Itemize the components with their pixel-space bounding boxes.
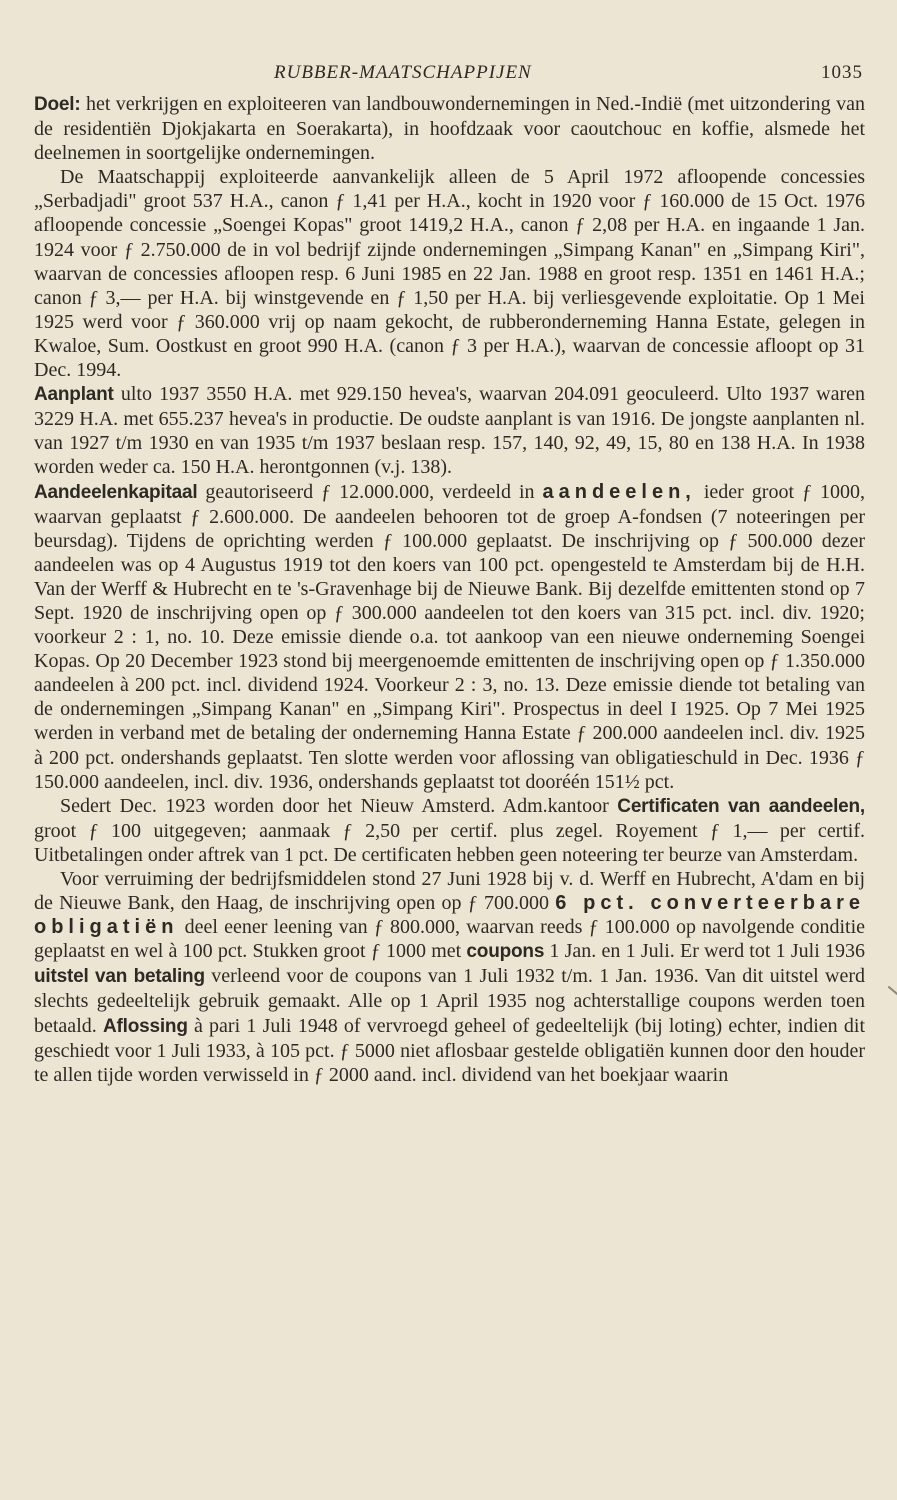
obligaties-text-c: 1 Jan. en 1 Juli. Er werd tot 1 Juli 1936 xyxy=(544,940,865,963)
aandeelen-spaced: aandeelen, xyxy=(542,480,696,503)
aandeelenkapitaal-text-a: geautoriseerd ƒ 12.000.000, verdeeld in xyxy=(197,480,543,503)
doel-label: Doel: xyxy=(34,94,81,115)
obligaties-text-b: deel eener leening van ƒ 800.000, waarvan reeds ƒ 100.000 op navolgende conditie geplaatst en wel à 100 pct. Stukken groot ƒ 1000 met xyxy=(34,916,865,963)
aanplant-label: Aanplant xyxy=(34,384,114,406)
aandeelenkapitaal-label: Aandeelenkapitaal xyxy=(34,481,198,503)
obligaties-text-d: verleend voor de coupons van 1 Juli 1932 t/m. 1 Jan. 1936. Van dit uitstel werd slechts gedeeltelijk gebruik gemaakt. Alle op 1 April 1935 nog achterstallige coupons werden toen betaald. xyxy=(34,965,865,1037)
doel-text: het verkrijgen en exploiteeren van landbouwondernemingen in Ned.-Indië (met uitzondering van de residentiën Djokjakarta en Soerakarta), in hoofdzaak voor caoutchouc en koffie, alsmede het deelnemen in soortgelijke ondernemingen. xyxy=(34,93,865,165)
coupons-label: coupons xyxy=(466,941,545,963)
exploitatie-text: De Maatschappij exploiteerde aanvankelijk alleen de 5 April 1972 afloopende concessies „Serbadjadi" groot 537 H.A., canon ƒ 1,41 per H.A., kocht in 1920 voor ƒ 160.000 de 15 Oct. 1976 afloopende concessie „Soengei Kopas" groot 1419,2 H.A., canon ƒ 2,08 per H.A. en ingaande 1 Jan. 1924 voor ƒ 2.750.000 de in vol bedrijf zijnde ondernemingen „Simpang Kanan" en „Simpang Kiri", waarvan de concessies afloopen resp. 6 Juni 1985 en 22 Jan. 1988 en groot resp. 1351 en 1461 H.A.; canon ƒ 3,— per H.A. bij winstgevende en ƒ 1,50 per H.A. bij verliesgevende exploitatie. Op 1 Mei 1925 werd voor ƒ 360.000 vrij op naam gekocht, de rubberonderneming Hanna Estate, gelegen in Kwaloe, Sum. Oostkust en groot 990 H.A. (canon ƒ 3 per H.A.), waarvan de concessie afloopt op 31 Dec. 1994. xyxy=(34,166,865,382)
paragraph-aanplant xyxy=(34,382,865,479)
paragraph-certificaten xyxy=(34,794,865,867)
uitstel-label: uitstel van betaling xyxy=(34,966,205,988)
obligaties-spaced: 6 pct. converteerbare obligatiën xyxy=(34,892,865,939)
certificaten-text-b: groot ƒ 100 uitgegeven; aanmaak ƒ 2,50 per certif. plus zegel. Royement ƒ 1,— per certif. Uitbetalingen onder aftrek van 1 pct. De certificaten hebben geen noteering ter beurze van Amsterdam. xyxy=(34,819,865,866)
paragraph-exploitatie xyxy=(34,165,865,382)
aflossing-label: Aflossing xyxy=(102,1015,188,1037)
obligaties-text-e: à pari 1 Juli 1948 of vervroegd geheel of gedeeltelijk (bij loting) echter, indien dit geschiedt voor 1 Juli 1933, à 105 pct. ƒ 5000 niet aflosbaar gestelde obligatiën kunnen door den houder te allen tijde worden verwisseld in ƒ 2000 aand. incl. dividend van het boekjaar waarin xyxy=(34,1014,865,1086)
aandeelenkapitaal-text-b: ieder groot ƒ 1000, waarvan geplaatst ƒ 2.600.000. De aandeelen behooren tot de groep A-fondsen (7 noteeringen per beursdag). Tijdens de oprichting werden ƒ 100.000 geplaatst. De inschrijving op ƒ 500.000 dezer aandeelen was op 4 Augustus 1919 tot den koers van 100 pct. opengesteld te Amsterdam bij de H.H. Van der Werff & Hubrecht en te 's-Gravenhage bij de Nieuwe Bank. Bij dezelfde emittenten stond op 7 Sept. 1920 de inschrijving open op ƒ 300.000 aandeelen tot den koers van 315 pct. incl. div. 1920; voorkeur 2 : 1, no. 10. Deze emissie diende o.a. tot aankoop van een nieuwe onderneming Soengei Kopas. Op 20 December 1923 stond bij meergenoemde emittenten de inschrijving open op ƒ 1.350.000 aandeelen à 200 pct. incl. dividend 1924. Voorkeur 2 : 3, no. 13. Deze emissie diende tot betaling van de ondernemingen „Simpang Kanan" en „Simpang Kiri". Prospectus in deel I 1925. Op 7 Mei 1925 werden in verband met de betaling der onderneming Hanna Estate ƒ 200.000 aandeelen incl. div. 1925 à 200 pct. ondershands geplaatst. Ten slotte werden voor aflossing van obligatieschuld in Dec. 1936 ƒ 150.000 aandeelen, incl. div. 1936, ondershands geplaatst tot dooréén 151½ pct. xyxy=(34,480,865,793)
running-title: RUBBER-MAATSCHAPPIJEN xyxy=(274,62,532,83)
certificaten-text-a: Sedert Dec. 1923 worden door het Nieuw Amsterd. Adm.kantoor xyxy=(60,794,618,817)
paragraph-doel xyxy=(34,92,865,165)
paragraph-aandeelenkapitaal xyxy=(34,480,865,794)
paragraph-obligaties xyxy=(34,867,865,1087)
obligaties-text-a: Voor verruiming der bedrijfsmiddelen stond 27 Juni 1928 bij v. d. Werff en Hubrecht, A'dam en bij de Nieuwe Bank, den Haag, de inschrijving open op ƒ 700.000 xyxy=(34,868,865,915)
certificaten-label: Certificaten van aandeelen, xyxy=(617,795,866,817)
page-number: 1035 xyxy=(821,62,863,83)
page-header xyxy=(34,58,865,92)
aanplant-text: ulto 1937 3550 H.A. met 929.150 hevea's, waarvan 204.091 geoculeerd. Ulto 1937 waren 3229 H.A. met 655.237 hevea's in productie. De oudste aanplant is van 1916. De jongste aanplanten nl. van 1927 t/m 1930 en van 1935 t/m 1937 beslaan resp. 157, 140, 92, 49, 15, 80 en 138 H.A. In 1938 worden weder ca. 150 H.A. herontgonnen (v.j. 138). xyxy=(34,383,865,479)
